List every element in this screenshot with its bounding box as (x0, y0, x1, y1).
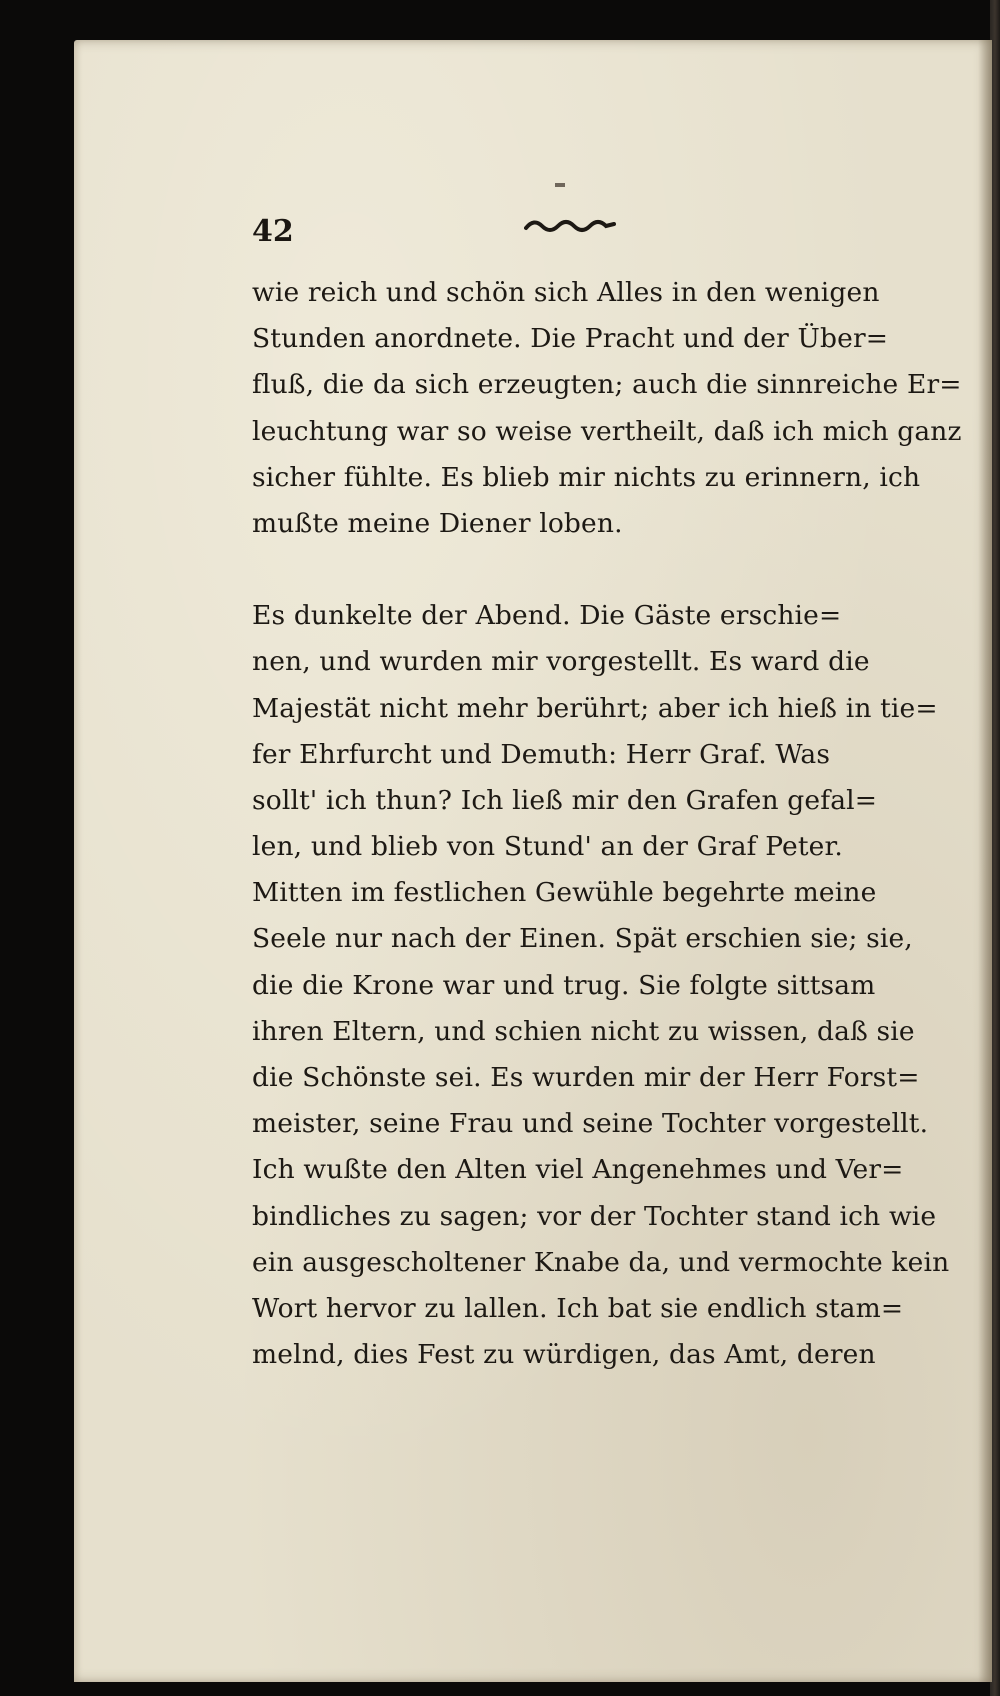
wavy-ornament-icon (524, 214, 616, 238)
text-line: Es dunkelte der Abend. Die Gäste erschie= (252, 600, 842, 632)
text-line: fluß, die da sich erzeugten; auch die sinnreiche Er= (252, 369, 962, 401)
text-line: melnd, dies Fest zu würdigen, das Amt, deren (252, 1339, 876, 1371)
body-text (252, 270, 962, 1378)
text-line: Stunden anordnete. Die Pracht und der Über= (252, 323, 889, 355)
text-line: sollt' ich thun? Ich ließ mir den Grafen gefal= (252, 784, 878, 816)
text-line: Mitten im festlichen Gewühle begehrte meine (252, 877, 877, 909)
paragraph-2 (252, 593, 950, 1378)
text-line: ihren Eltern, und schien nicht zu wissen, daß sie (252, 1015, 915, 1047)
page-edge-shadow (978, 40, 992, 1682)
text-line: leuchtung war so weise vertheilt, daß ich mich ganz (252, 415, 962, 447)
text-line: len, und blieb von Stund' an der Graf Peter. (252, 831, 843, 863)
paragraph-gap (252, 547, 885, 593)
text-line: Wort hervor zu lallen. Ich bat sie endlich stam= (252, 1292, 904, 1324)
text-line: die Schönste sei. Es wurden mir der Herr Forst= (252, 1062, 920, 1093)
text-line: bindliches zu sagen; vor der Tochter stand ich wie (252, 1200, 937, 1232)
text-line: mußte meine Diener loben. (252, 507, 623, 539)
text-line: Ich wußte den Alten viel Angenehmes und Ver= (252, 1154, 904, 1186)
text-line: meister, seine Frau und seine Tochter vorgestellt. (252, 1108, 929, 1140)
text-line: Majestät nicht mehr berührt; aber ich hieß in tie= (252, 692, 938, 724)
text-line: sicher fühlte. Es blieb mir nichts zu erinnern, ich (252, 461, 921, 493)
text-line: ein ausgescholtener Knabe da, und vermochte kein (252, 1246, 950, 1278)
text-line: wie reich und schön sich Alles in den wenigen (252, 277, 880, 308)
text-line: Seele nur nach der Einen. Spät erschien sie; sie, (252, 923, 913, 955)
text-line: fer Ehrfurcht und Demuth: Herr Graf. Was (252, 738, 831, 770)
text-line: die die Krone war und trug. Sie folgte sittsam (252, 969, 876, 1001)
paragraph-1 (252, 270, 962, 547)
page-number: 42 (252, 214, 294, 249)
text-line: nen, und wurden mir vorgestellt. Es ward die (252, 646, 870, 678)
